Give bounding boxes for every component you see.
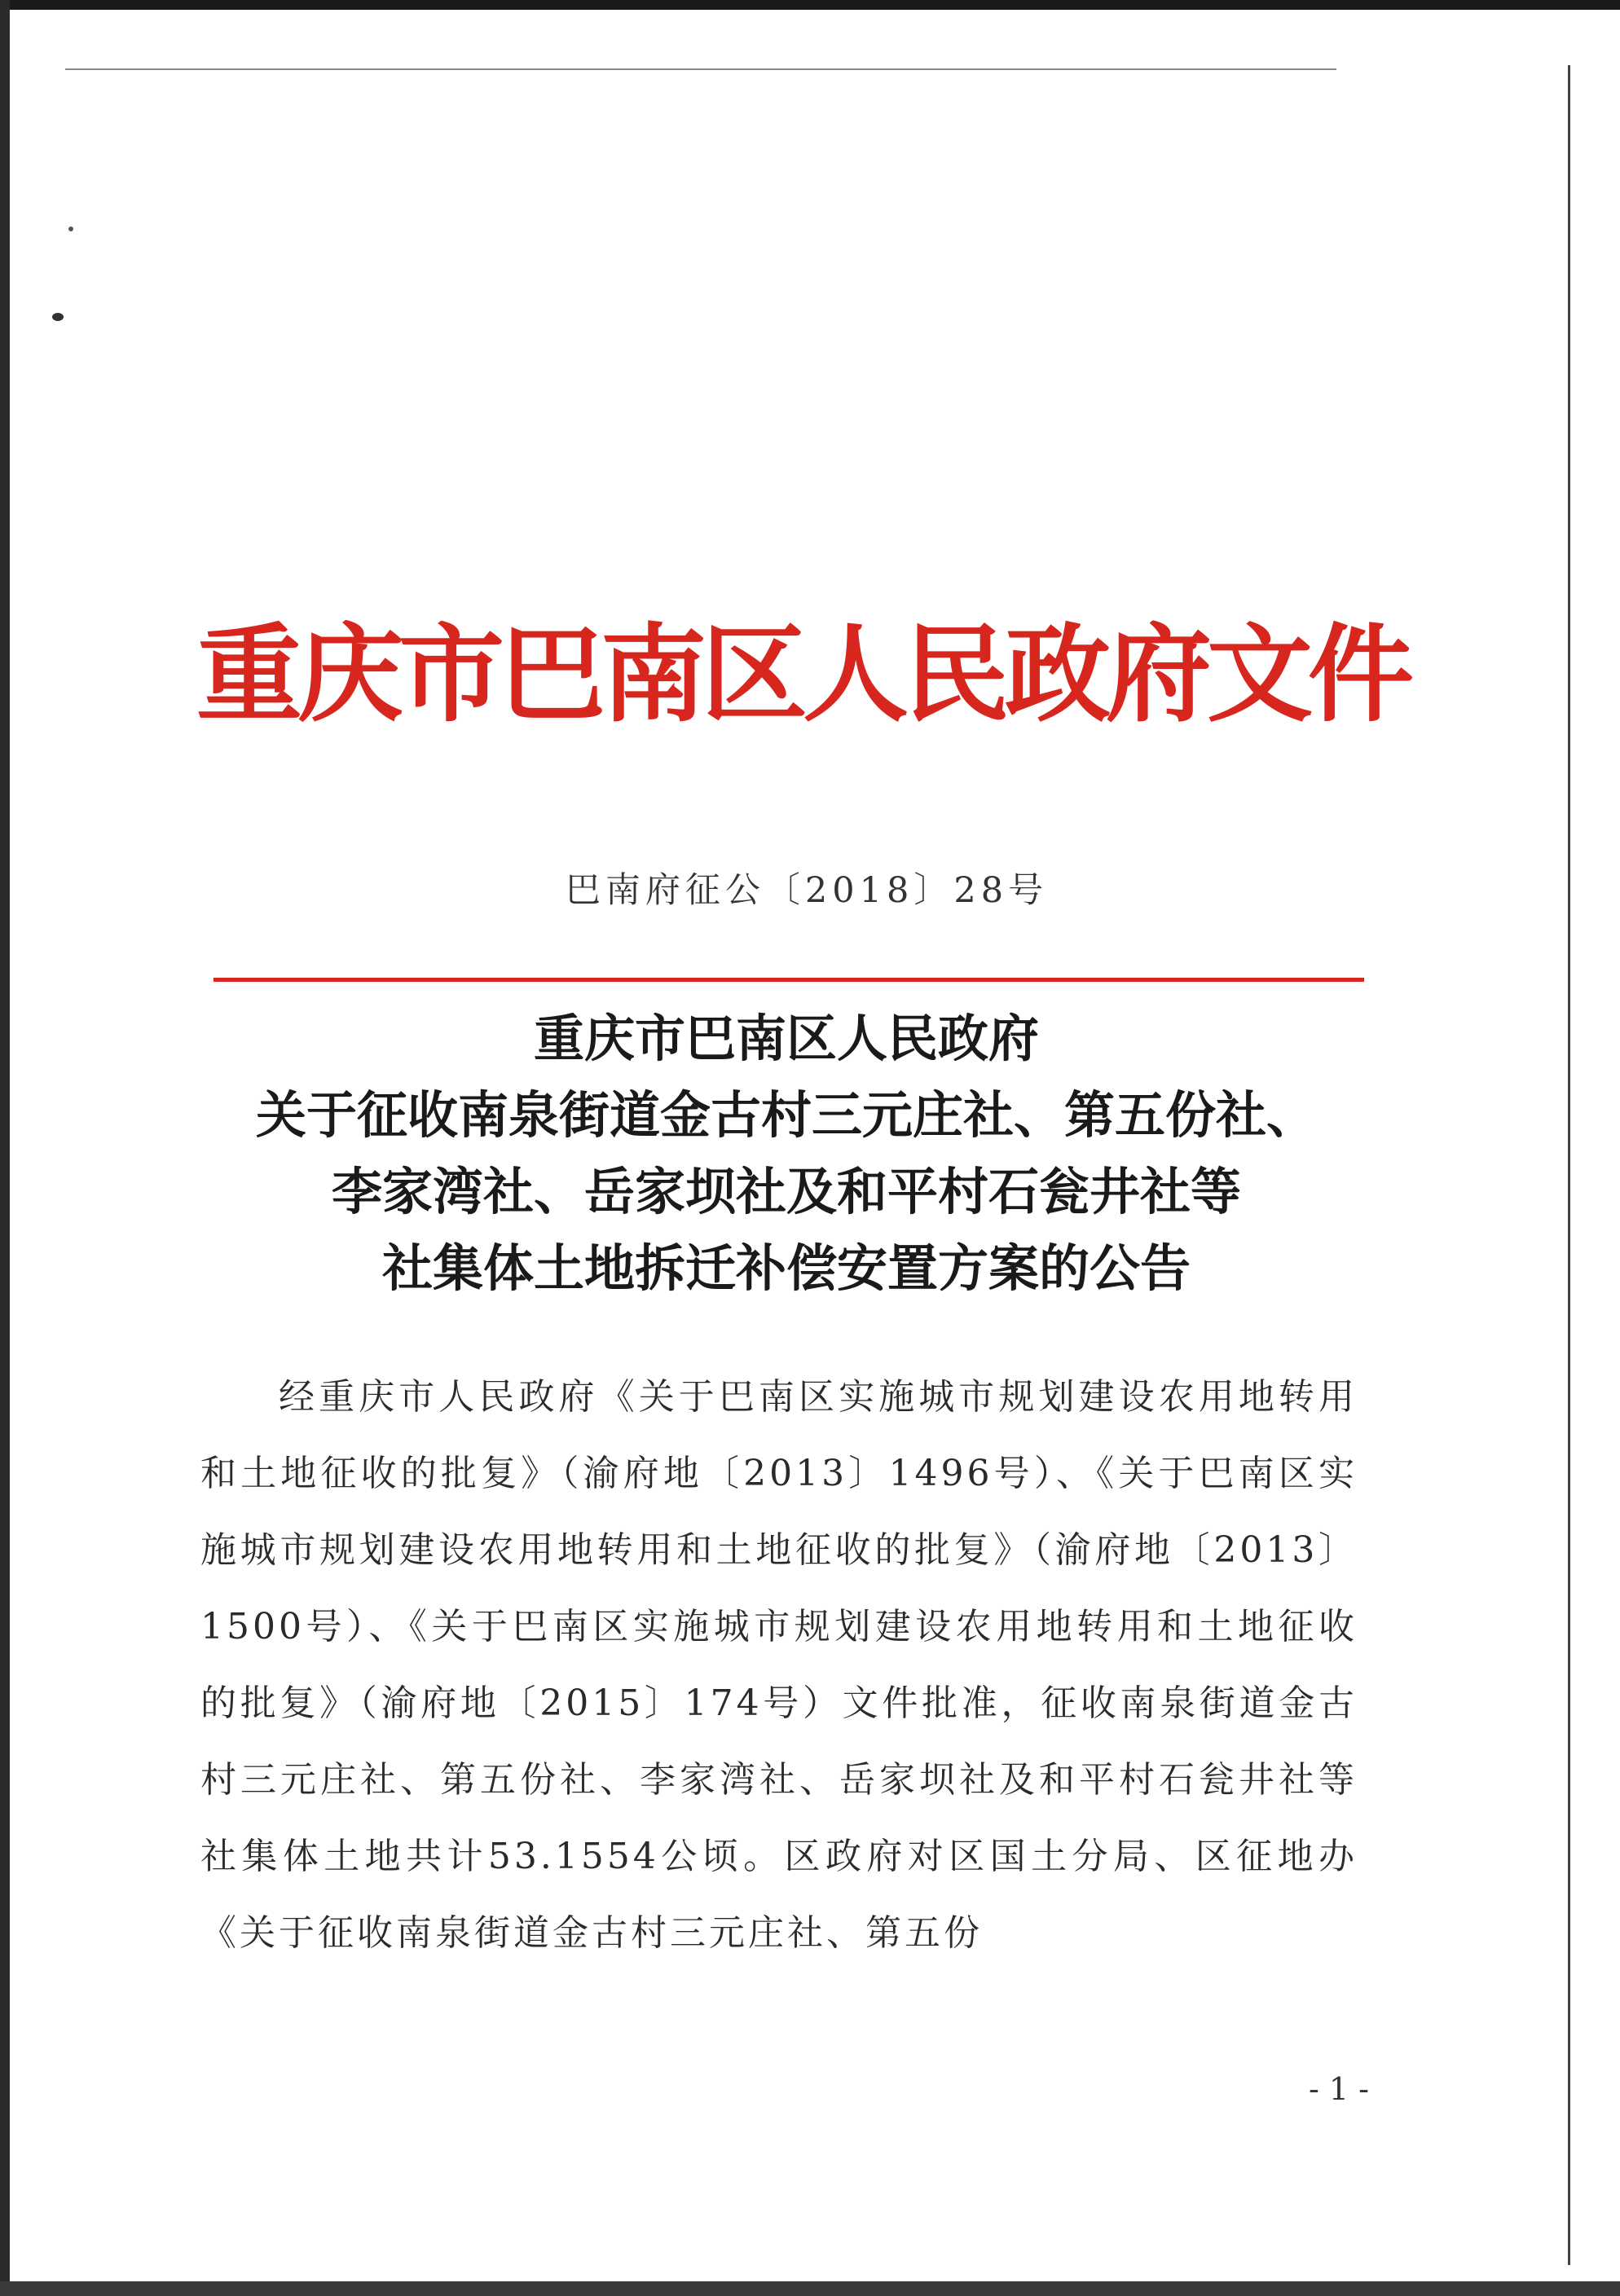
document-number: 巴南府征公〔2018〕28号: [565, 870, 1049, 911]
announcement-title-line: 重庆市巴南区人民政府: [533, 1009, 1039, 1068]
scan-border-left: [0, 0, 10, 2296]
announcement-title-line: 社集体土地拆迁补偿安置方案的公告: [381, 1238, 1191, 1298]
scan-border-bottom: [0, 2281, 1620, 2296]
page-number: - 1 -: [1308, 2071, 1369, 2107]
announcement-title-line: 关于征收南泉街道金古村三元庄社、第五份社、: [255, 1085, 1317, 1145]
scan-edge-right: [1568, 65, 1570, 2265]
red-divider-line: [214, 978, 1364, 982]
scan-speck: [52, 313, 64, 321]
announcement-title-line: 李家湾社、岳家坝社及和平村石瓮井社等: [331, 1162, 1241, 1221]
scan-border-top: [0, 0, 1620, 10]
announcement-title: [179, 1001, 1393, 1307]
body-paragraph: 经重庆市人民政府《关于巴南区实施城市规划建设农用地转用和土地征收的批复》（渝府地〔2013〕1496号）、《关于巴南区实施城市规划建设农用地转用和土地征收的批复》（渝府地〔2013〕1500号）、《关于巴南区实施城市规划建设农用地转用和土地征收的批复》（渝府地〔2015〕174号）文件批准，征收南泉街道金古村三元庄社、第五份社、李家湾社、岳家坝社及和平村石瓮井社等社集体土地共计53.1554公顷。区政府对区国土分局、区征地办《关于征收南泉街道金古村三元庄社、第五份: [200, 1376, 1358, 1954]
scan-speck: [68, 227, 73, 231]
scan-edge-top: [65, 68, 1336, 70]
document-header-title: 重庆市巴南区人民政府文件: [196, 618, 1409, 735]
